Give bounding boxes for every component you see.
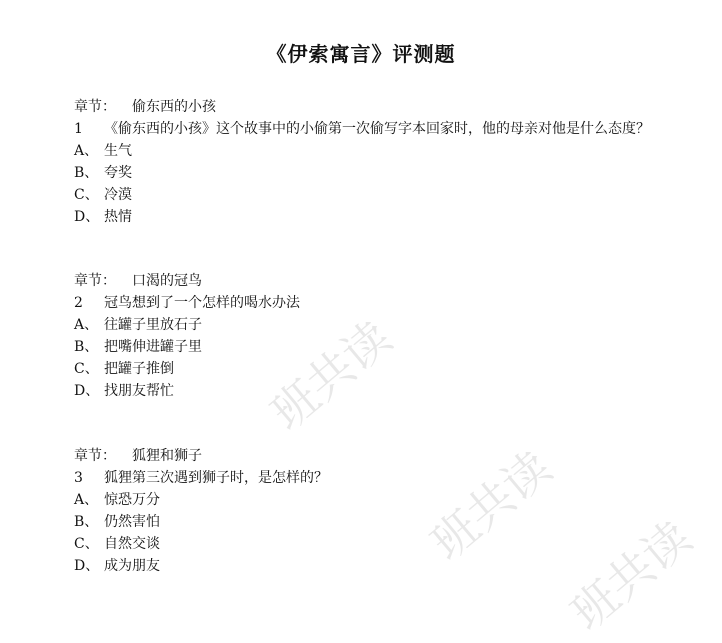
question-text: 《偷东西的小孩》这个故事中的小偷第一次偷写字本回家时，他的母亲对他是什么态度？ (104, 121, 650, 137)
chapter-line (74, 270, 300, 292)
question-text: 冠鸟想到了一个怎样的喝水办法 (104, 295, 300, 311)
option-label: C、 (74, 361, 99, 377)
option-text: 把罐子推倒 (104, 361, 174, 377)
option-label: A、 (74, 492, 99, 508)
option-d (74, 206, 650, 228)
chapter-title: 狐狸和狮子 (132, 448, 202, 464)
option-b (74, 162, 650, 184)
option-text: 生气 (104, 143, 132, 159)
option-label: B、 (74, 165, 99, 181)
option-c (74, 184, 650, 206)
option-c (74, 358, 300, 380)
option-text: 往罐子里放石子 (104, 317, 202, 333)
option-a (74, 314, 300, 336)
option-label: A、 (74, 143, 99, 159)
option-label: B、 (74, 339, 99, 355)
chapter-line (74, 445, 328, 467)
question-block (74, 270, 300, 402)
chapter-label: 章节： (74, 448, 116, 464)
question-number: 2 (74, 295, 83, 311)
option-a (74, 489, 328, 511)
question-line (74, 118, 650, 140)
option-label: D、 (74, 558, 100, 574)
question-number: 1 (74, 121, 83, 137)
option-a (74, 140, 650, 162)
question-line (74, 292, 300, 314)
chapter-label: 章节： (74, 99, 116, 115)
option-label: D、 (74, 383, 100, 399)
question-block (74, 96, 650, 228)
option-text: 冷漠 (104, 187, 132, 203)
option-label: C、 (74, 187, 99, 203)
option-label: B、 (74, 514, 99, 530)
option-label: D、 (74, 209, 100, 225)
option-text: 热情 (104, 209, 132, 225)
option-b (74, 336, 300, 358)
question-block (74, 445, 328, 577)
option-text: 惊恐万分 (104, 492, 160, 508)
option-c (74, 533, 328, 555)
option-d (74, 555, 328, 577)
option-b (74, 511, 328, 533)
chapter-line (74, 96, 650, 118)
chapter-label: 章节： (74, 273, 116, 289)
option-text: 找朋友帮忙 (104, 383, 174, 399)
option-text: 自然交谈 (104, 536, 160, 552)
question-line (74, 467, 328, 489)
question-text: 狐狸第三次遇到狮子时，是怎样的？ (104, 470, 328, 486)
option-d (74, 380, 300, 402)
option-label: A、 (74, 317, 99, 333)
watermark-text: 班共读 (560, 510, 702, 641)
question-number: 3 (74, 470, 83, 486)
option-text: 仍然害怕 (104, 514, 160, 530)
option-text: 成为朋友 (104, 558, 160, 574)
page-title: 《伊索寓言》评测题 (266, 42, 456, 66)
option-text: 把嘴伸进罐子里 (104, 339, 202, 355)
chapter-title: 口渴的冠鸟 (132, 273, 202, 289)
watermark-text: 班共读 (420, 440, 562, 571)
watermark-text: 班共读 (260, 310, 402, 441)
option-text: 夸奖 (104, 165, 132, 181)
option-label: C、 (74, 536, 99, 552)
chapter-title: 偷东西的小孩 (132, 99, 216, 115)
